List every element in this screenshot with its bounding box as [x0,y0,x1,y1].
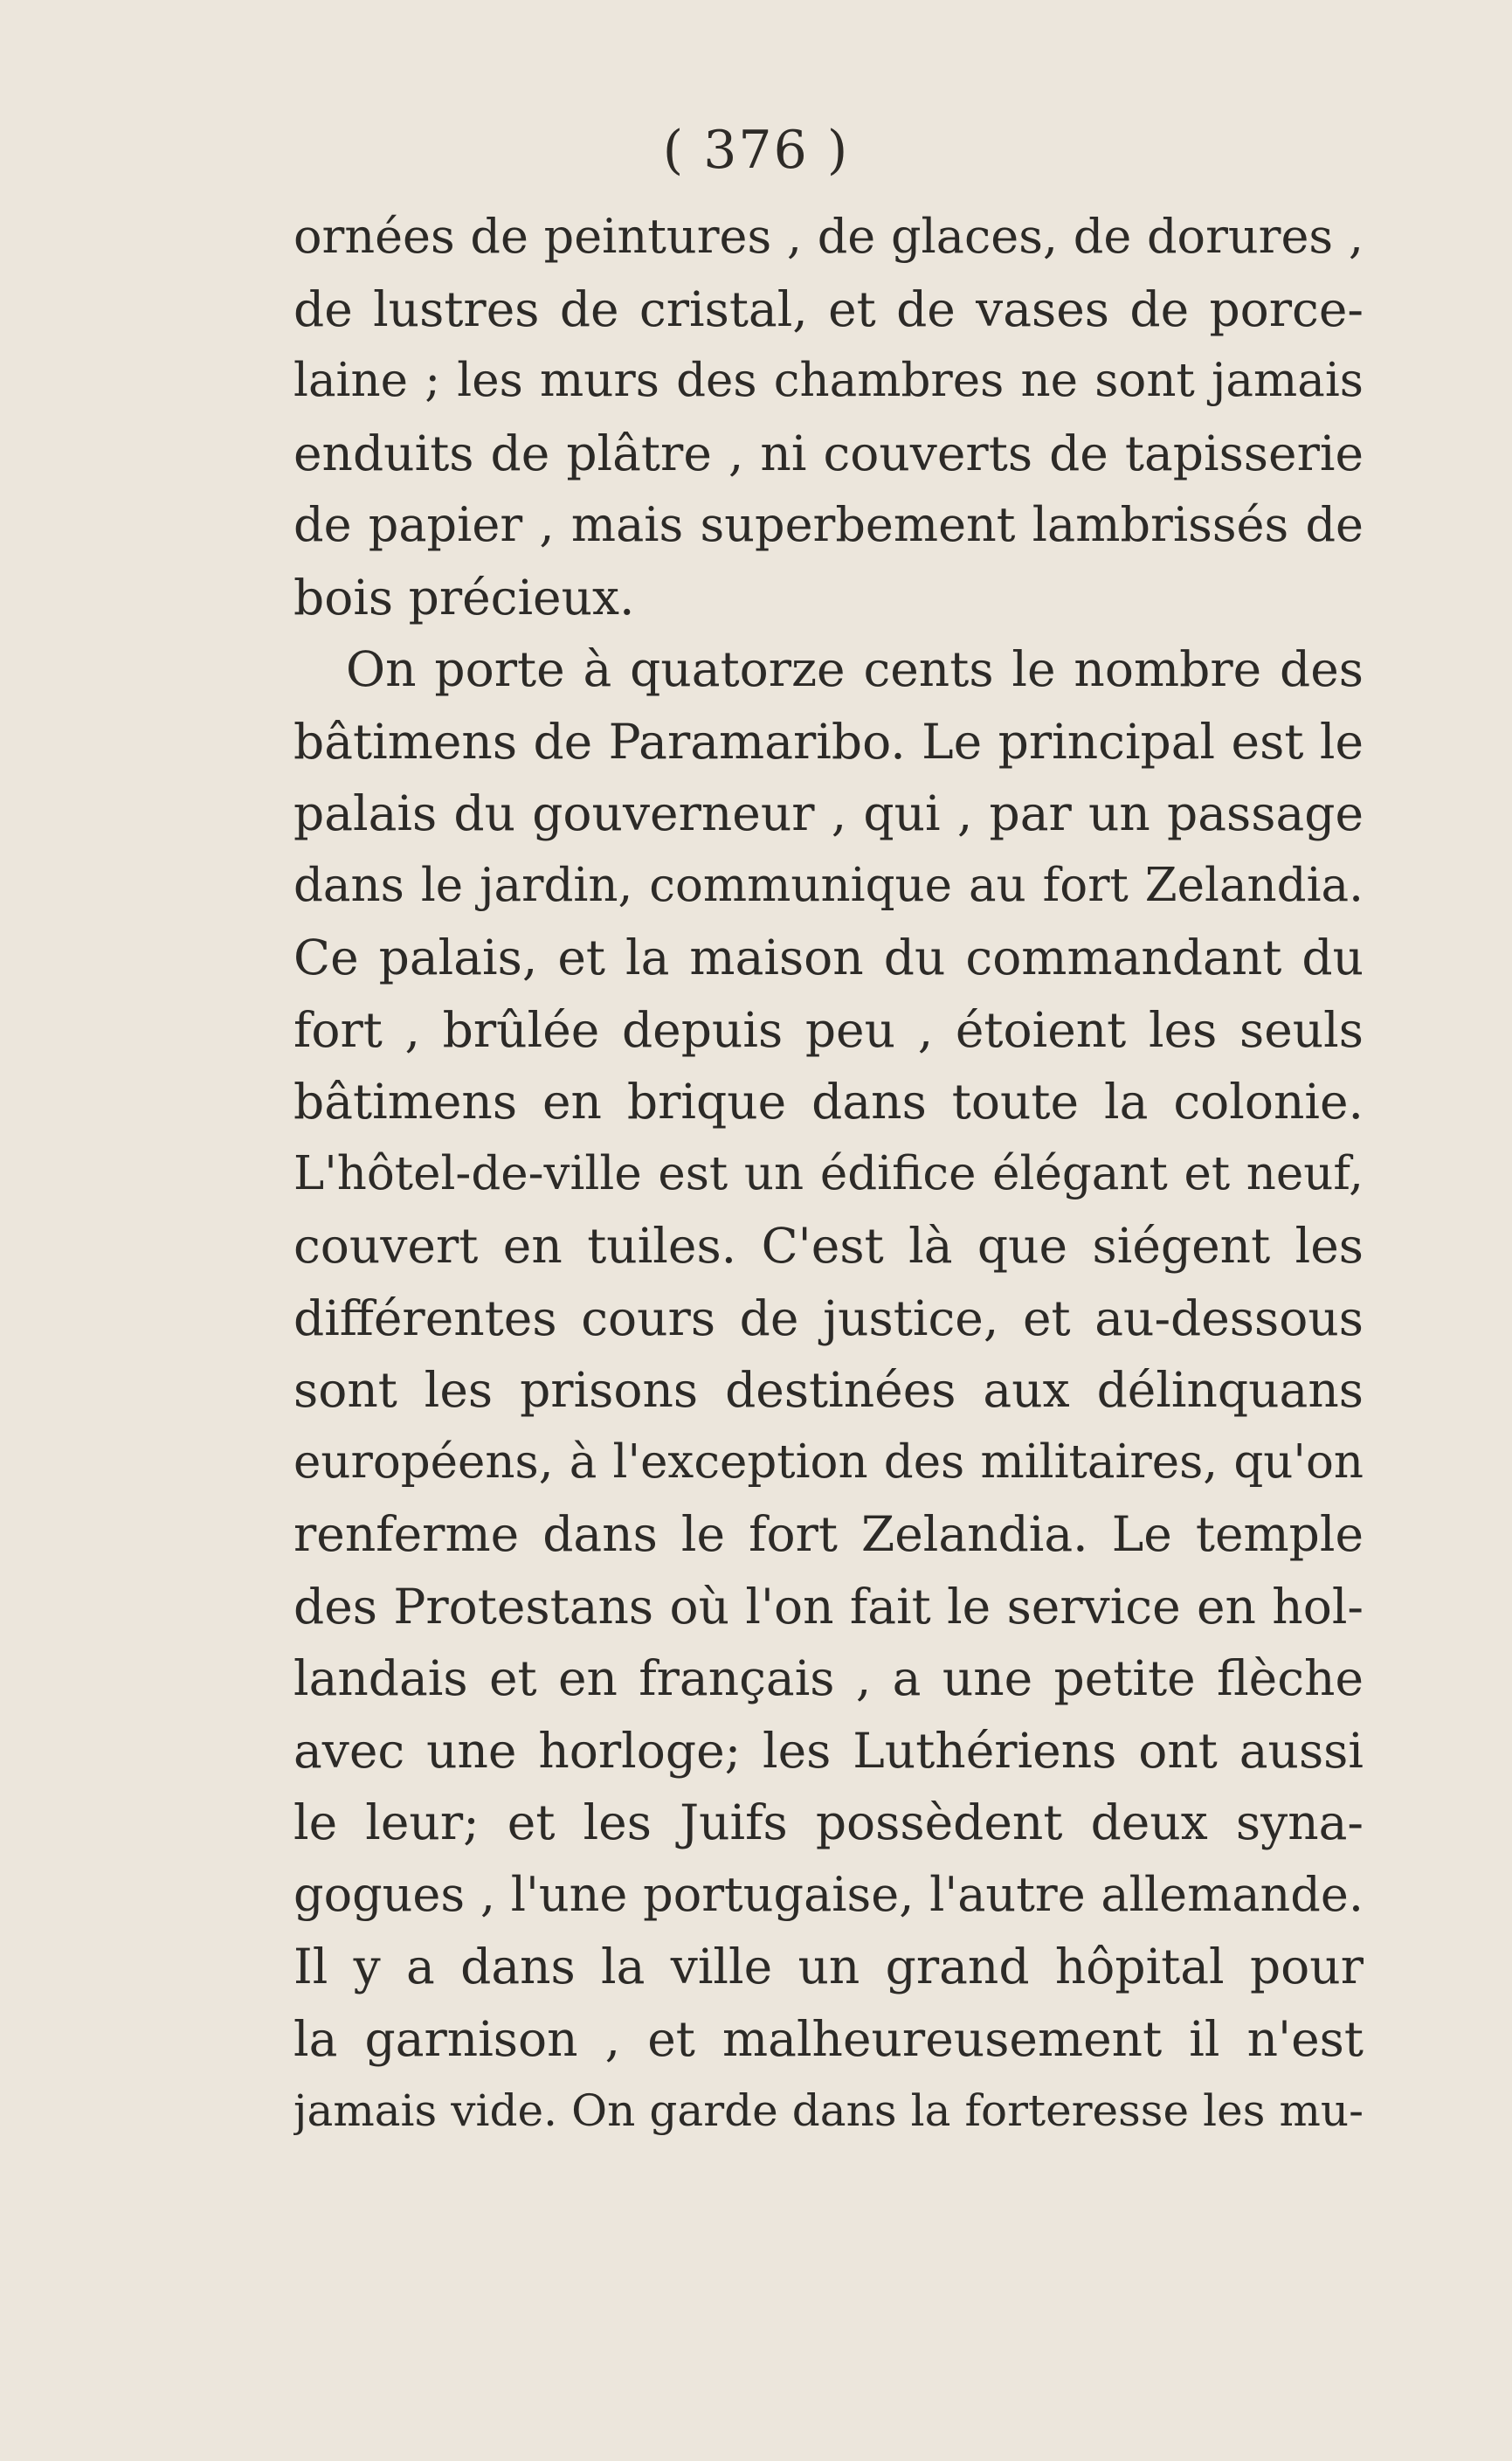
text-line: bâtimens de Paramaribo. Le principal est le [293,713,1364,770]
text-line: L'hôtel-de-ville est un édifice élégant et neuf, [293,1146,1364,1200]
text-line: Il y a dans la ville un grand hôpital pour [293,1939,1364,1994]
text-line: landais et en français , a une petite flèche [293,1650,1364,1706]
text-line: fort , brûlée depuis peu , étoient les seuls [293,1001,1364,1058]
text-line: de lustres de cristal, et de vases de porce- [293,280,1364,337]
text-line: ornées de peintures , de glaces, de dorures , [293,209,1364,264]
text-line: sont les prisons destinées aux délinquans [293,1362,1364,1418]
text-line: avec une horloge; les Luthériens ont aussi [293,1722,1364,1779]
text-line: laine ; les murs des chambres ne sont jamais [293,354,1364,407]
text-line: dans le jardin, communique au fort Zelandia. [293,858,1364,912]
text-line: le leur; et les Juifs possèdent deux syna- [293,1794,1364,1850]
paragraph-start-line: On porte à quatorze cents le nombre des [346,641,1364,697]
text-line: enduits de plâtre , ni couverts de tapisserie [293,425,1364,481]
body-text [293,201,1364,2147]
text-line: gogues , l'une portugaise, l'autre allemande. [293,1866,1364,1922]
text-line: couvert en tuiles. C'est là que siégent les [293,1218,1364,1274]
text-line: des Protestans où l'on fait le service en hol- [293,1578,1364,1635]
text-line: la garnison , et malheureusement il n'est [293,2010,1364,2067]
text-line: palais du gouverneur , qui , par un passage [293,785,1364,841]
page-number: ( 376 ) [662,120,850,181]
text-line: différentes cours de justice, et au-dessous [293,1289,1364,1346]
text-line: renferme dans le fort Zelandia. Le temple [293,1506,1364,1562]
text-line: de papier , mais superbement lambrissés de [293,497,1364,552]
text-line: européens, à l'exception des militaires, qu'on [293,1434,1364,1489]
text-line: jamais vide. On garde dans la forteresse les mu- [293,2085,1364,2136]
text-line: bois précieux. [293,569,635,626]
text-line: bâtimens en brique dans toute la colonie. [293,1074,1364,1130]
text-line: Ce palais, et la maison du commandant du [293,930,1364,985]
